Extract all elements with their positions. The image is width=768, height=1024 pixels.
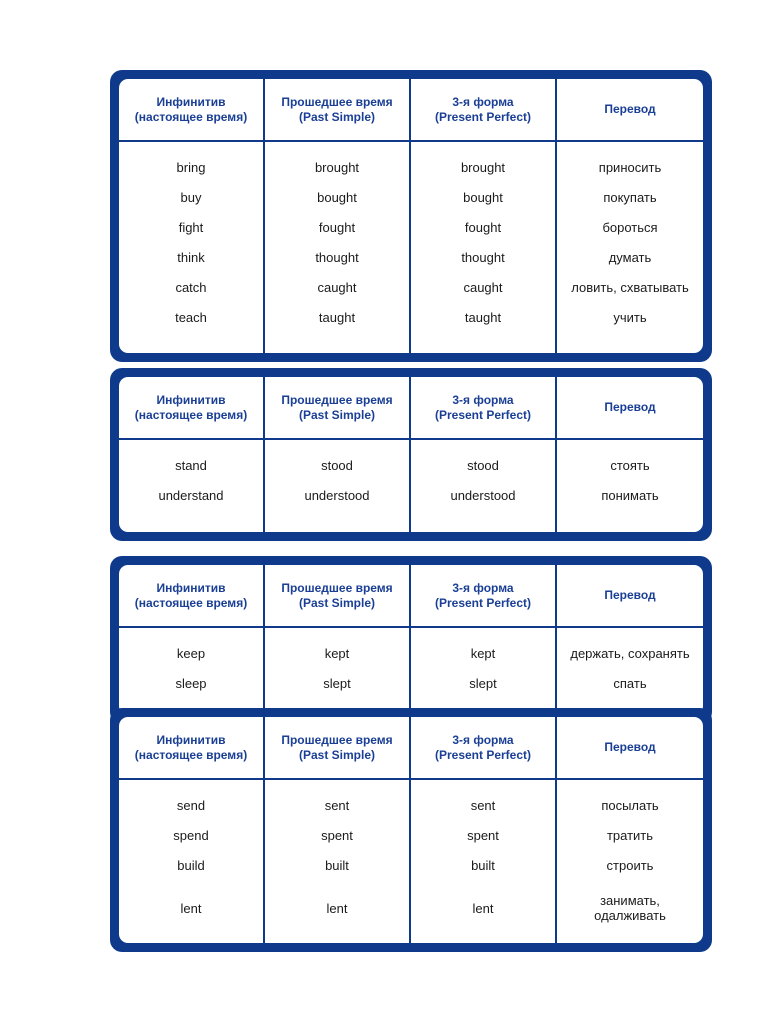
cell-translation: посылать: [601, 798, 659, 813]
cell-third-form: brought: [460, 160, 506, 175]
cell-infinitive: sleep: [175, 676, 207, 691]
cell-infinitive: build: [177, 858, 205, 873]
header-past-simple: Прошедшее время (Past Simple): [265, 377, 411, 438]
cell-infinitive: lent: [180, 900, 202, 916]
cell-infinitive: bring: [176, 160, 206, 175]
header-translation: Перевод: [604, 588, 656, 602]
table-header: [119, 565, 703, 628]
column-third-form: [411, 142, 557, 353]
cell-past-simple: thought: [315, 250, 359, 265]
cell-translation: тратить: [606, 828, 654, 843]
cell-third-form: caught: [463, 280, 503, 295]
cell-translation: спать: [613, 676, 647, 691]
column-infinitive: [119, 142, 265, 353]
cell-third-form: thought: [461, 250, 505, 265]
cell-translation: стоять: [610, 458, 650, 473]
header-translation: Перевод: [604, 400, 656, 414]
header-past-simple: Прошедшее время (Past Simple): [265, 79, 411, 140]
table-inner: [119, 565, 703, 715]
cell-translation: учить: [613, 310, 647, 325]
cell-translation: бороться: [602, 220, 658, 235]
header-infinitive: Инфинитив (настоящее время): [119, 79, 265, 140]
column-translation: [557, 440, 703, 532]
cell-past-simple: understood: [304, 488, 370, 503]
column-translation: [557, 142, 703, 353]
cell-third-form: taught: [464, 310, 502, 325]
cell-past-simple: caught: [317, 280, 357, 295]
column-translation: [557, 628, 703, 715]
cell-third-form: lent: [472, 900, 494, 916]
cell-infinitive: teach: [175, 310, 207, 325]
cell-third-form: stood: [467, 458, 499, 473]
cell-translation: строить: [606, 858, 654, 873]
header-infinitive: Инфинитив (настоящее время): [119, 377, 265, 438]
table-inner: [119, 79, 703, 353]
cell-past-simple: built: [325, 858, 349, 873]
cell-past-simple: brought: [314, 160, 360, 175]
cell-third-form: spent: [467, 828, 499, 843]
cell-past-simple: slept: [323, 676, 351, 691]
header-infinitive: Инфинитив (настоящее время): [119, 717, 265, 778]
cell-past-simple: stood: [321, 458, 353, 473]
header-third-form: 3-я форма (Present Perfect): [411, 717, 557, 778]
column-infinitive: [119, 780, 265, 943]
cell-past-simple: spent: [321, 828, 353, 843]
cell-infinitive: fight: [178, 220, 204, 235]
cell-third-form: understood: [450, 488, 516, 503]
cell-past-simple: taught: [318, 310, 356, 325]
cell-translation: понимать: [601, 488, 659, 503]
table-inner: [119, 377, 703, 532]
column-third-form: [411, 780, 557, 943]
cell-translation: покупать: [603, 190, 657, 205]
column-past-simple: [265, 142, 411, 353]
cell-third-form: built: [471, 858, 495, 873]
cell-translation: держать, сохранять: [570, 646, 690, 661]
header-third-form: 3-я форма (Present Perfect): [411, 565, 557, 626]
column-past-simple: [265, 628, 411, 715]
table-body: [119, 780, 703, 943]
cell-infinitive: stand: [175, 458, 207, 473]
header-third-form: 3-я форма (Present Perfect): [411, 377, 557, 438]
header-translation: Перевод: [604, 740, 656, 754]
cell-past-simple: kept: [324, 646, 350, 661]
header-translation: Перевод: [604, 102, 656, 116]
cell-third-form: fought: [464, 220, 502, 235]
column-third-form: [411, 628, 557, 715]
cell-translation: занимать, одалживать: [594, 893, 666, 923]
cell-translation: думать: [608, 250, 652, 265]
header-past-simple: Прошедшее время (Past Simple): [265, 717, 411, 778]
cell-past-simple: lent: [326, 900, 348, 916]
cell-past-simple: fought: [318, 220, 356, 235]
header-third-form: 3-я форма (Present Perfect): [411, 79, 557, 140]
column-past-simple: [265, 780, 411, 943]
cell-infinitive: buy: [180, 190, 202, 205]
table-body: [119, 628, 703, 715]
column-infinitive: [119, 628, 265, 715]
cell-infinitive: think: [177, 250, 205, 265]
table-inner: [119, 717, 703, 943]
column-third-form: [411, 440, 557, 532]
table-body: [119, 440, 703, 532]
verb-table-4: [110, 708, 712, 952]
cell-translation: ловить, схватывать: [571, 280, 689, 295]
cell-third-form: bought: [463, 190, 503, 205]
cell-infinitive: send: [176, 798, 206, 813]
header-past-simple: Прошедшее время (Past Simple): [265, 565, 411, 626]
table-header: [119, 717, 703, 780]
cell-past-simple: bought: [317, 190, 357, 205]
verb-table-1: [110, 70, 712, 362]
cell-infinitive: spend: [173, 828, 209, 843]
column-infinitive: [119, 440, 265, 532]
table-body: [119, 142, 703, 353]
cell-infinitive: understand: [158, 488, 224, 503]
cell-third-form: slept: [469, 676, 497, 691]
table-header: [119, 79, 703, 142]
column-translation: [557, 780, 703, 943]
table-header: [119, 377, 703, 440]
cell-translation: приносить: [598, 160, 662, 175]
verb-table-2: [110, 368, 712, 541]
cell-past-simple: sent: [324, 798, 350, 813]
verb-table-3: [110, 556, 712, 724]
cell-third-form: sent: [470, 798, 496, 813]
cell-infinitive: keep: [176, 646, 206, 661]
cell-infinitive: catch: [175, 280, 207, 295]
column-past-simple: [265, 440, 411, 532]
cell-third-form: kept: [470, 646, 496, 661]
header-infinitive: Инфинитив (настоящее время): [119, 565, 265, 626]
